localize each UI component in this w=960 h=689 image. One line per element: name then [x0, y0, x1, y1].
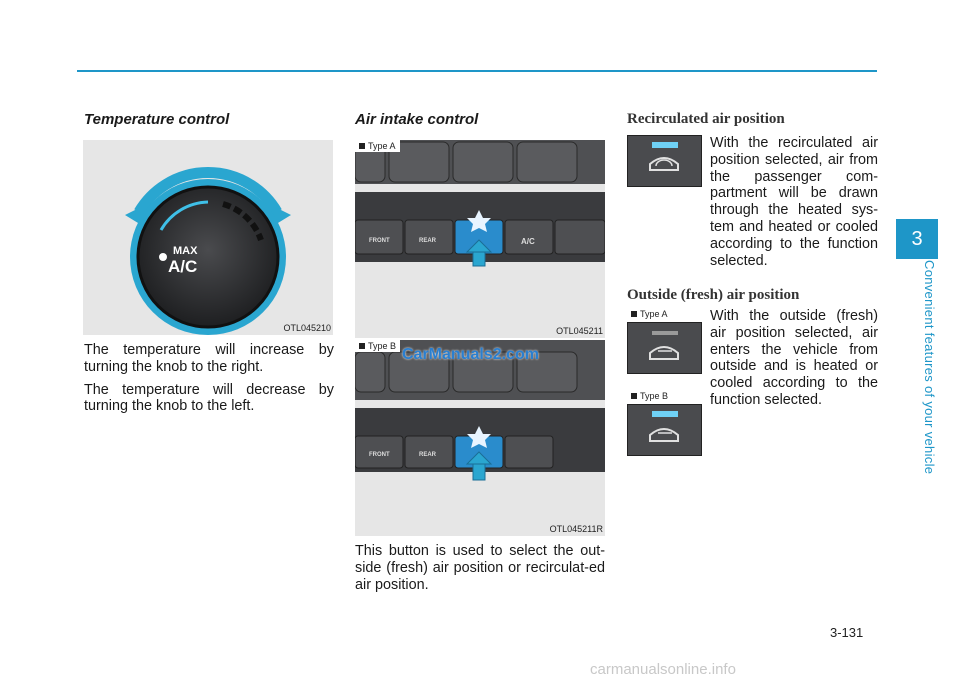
front-button-label: FRONT	[369, 238, 390, 244]
section-title-recirculated: Recirculated air position	[627, 111, 785, 127]
air-intake-figure-b	[355, 340, 605, 536]
outside-button-image-b	[627, 404, 702, 456]
bullet-square-icon	[359, 343, 365, 349]
fresh-air-icon	[628, 323, 701, 373]
outside-type-b-text: Type B	[640, 391, 669, 401]
knob-max-label: MAX	[173, 245, 198, 257]
ac-button-label: A/C	[521, 237, 535, 246]
temperature-knob-illustration	[83, 140, 333, 335]
air-intake-figure-a	[355, 140, 605, 338]
section-title-air-intake: Air intake control	[355, 111, 479, 128]
type-a-label	[355, 140, 400, 152]
figure-code: OTL045210	[283, 323, 331, 333]
section-title-outside: Outside (fresh) air position	[627, 287, 800, 303]
outside-description	[710, 308, 878, 415]
bullet-square-icon	[631, 393, 637, 399]
figure-code-a: OTL045211	[556, 326, 603, 336]
chapter-tab: 3	[896, 219, 938, 259]
recirculated-para: With the recirculated air position selected, air from the passenger com-partment will be drawn through the heated sys-tem and heated or cooled according to the function selected.	[710, 135, 878, 269]
page-number: 3-131	[830, 625, 864, 640]
outside-type-b-label	[627, 390, 672, 402]
control-panel-b-illustration	[355, 340, 605, 536]
site-watermark: carmanualsonline.info	[590, 661, 736, 678]
outside-button-image-a	[627, 322, 702, 374]
temperature-para-increase: The temperature will increase by turning the knob to the right.	[84, 342, 334, 375]
front-button-label-b: FRONT	[369, 452, 390, 458]
section-title-temperature: Temperature control	[84, 111, 230, 128]
type-b-label	[355, 340, 400, 352]
bullet-square-icon	[631, 311, 637, 317]
rear-button-label-b: REAR	[419, 452, 437, 458]
recirculated-button-image	[627, 135, 702, 187]
temperature-description	[84, 342, 334, 421]
air-intake-para: This button is used to select the out-side (fresh) air position or recirculat-ed air position.	[355, 543, 605, 593]
chapter-title-text: Convenient features of your vehicle	[922, 260, 937, 475]
outside-para: With the outside (fresh) air position selected, air enters the vehicle from outside and is heated or cooled according to the function selected.	[710, 308, 878, 408]
chapter-title	[896, 260, 938, 500]
overlay-watermark: CarManuals2.com	[402, 346, 539, 363]
temperature-para-decrease: The temperature will decrease by turning the knob to the left.	[84, 381, 334, 415]
figure-code-b: OTL045211R	[549, 524, 603, 534]
air-intake-description	[355, 543, 605, 599]
rear-button-label: REAR	[419, 238, 437, 244]
outside-type-a-text: Type A	[640, 309, 668, 319]
knob-ac-label: A/C	[168, 257, 198, 276]
bullet-square-icon	[359, 143, 365, 149]
temperature-knob-figure	[83, 140, 333, 335]
outside-type-a-label	[627, 308, 672, 320]
fresh-air-icon	[628, 405, 701, 455]
type-b-label-text: Type B	[368, 341, 397, 351]
header-rule	[77, 70, 877, 72]
recirculated-description	[710, 135, 878, 275]
recirculate-icon	[628, 136, 701, 186]
type-a-label-text: Type A	[368, 141, 396, 151]
control-panel-a-illustration	[355, 140, 605, 338]
